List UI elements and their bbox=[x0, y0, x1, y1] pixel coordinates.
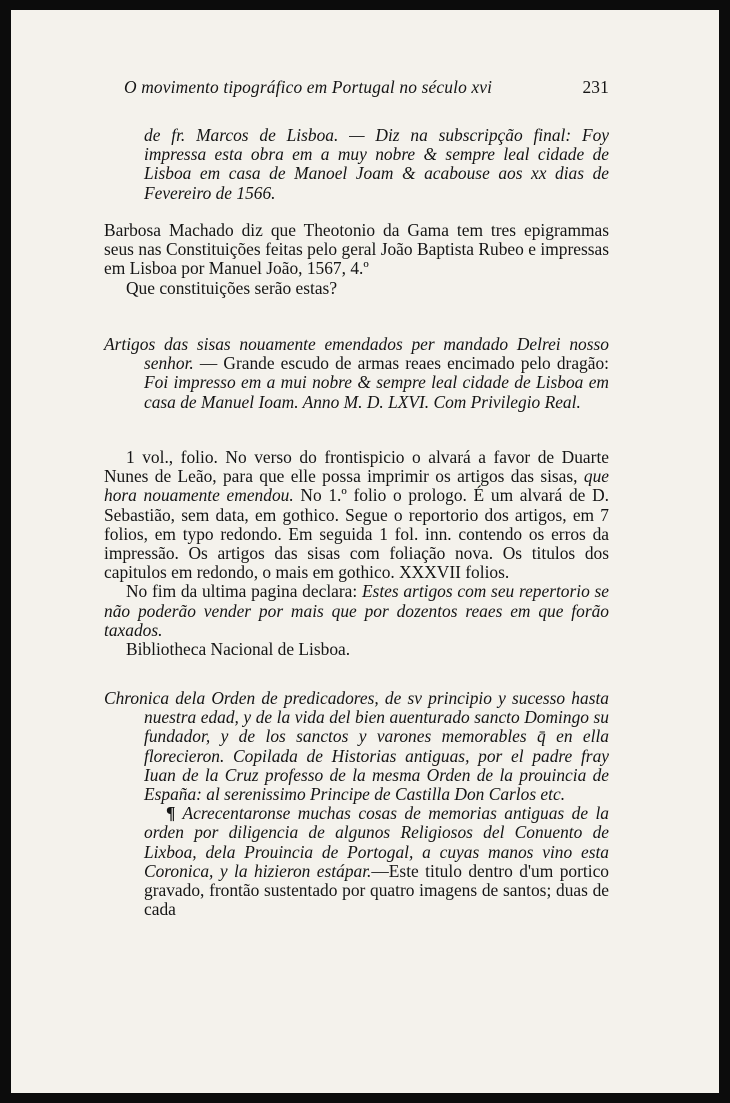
entry-2-last-page-quote: Estes artigos com seu repertorio se não poderão vender por mais que por dozentos reaes em que forão taxados. bbox=[104, 581, 609, 640]
entry-3 bbox=[104, 689, 609, 919]
entry-2-last-page-intro: No fim da ultima pagina declara: bbox=[126, 581, 362, 602]
barbosa-question: Que constituições serão estas? bbox=[126, 277, 338, 298]
book-page bbox=[11, 10, 719, 1093]
entry-2-desc-italic: que hora nouamente emendou. bbox=[104, 466, 609, 506]
entry-2-dash: — Grande escudo de armas reaes encimado pelo dragão: bbox=[193, 353, 609, 374]
entry-2-description bbox=[104, 448, 609, 659]
entry-3-title: Chronica dela Orden de predicadores, de sv principio y sucesso hasta nuestra edad, y de la vida del bien auenturado sancto Domingo su fundador, y de los sanctos y varones memorables q̄ en ella florecieron. Copilada de Historias antiguas, por el padre fray Iuan de la Cruz professo de la mesma Orden de la prouincia de España: al serenissimo Principe de Castilla Don Carlos etc. bbox=[104, 688, 609, 805]
entry-2-colophon: Foi impresso em a mui nobre & sempre leal cidade de Lisboa em casa de Manuel Ioam. Anno M. D. LXVI. Com Privilegio Real. bbox=[144, 372, 609, 412]
entry-2-title: Artigos das sisas nouamente emendados per mandado Delrei nosso senhor. bbox=[104, 334, 609, 374]
running-title: O movimento tipográfico em Portugal no século xvi bbox=[124, 77, 493, 97]
barbosa-text: Barbosa Machado diz que Theotonio da Gama tem tres epigrammas seus nas Constituições feitas pelo geral João Baptista Rubeo e impressas em Lisboa por Manuel João, 1567, 4.º bbox=[104, 220, 609, 279]
entry-2-desc-1: 1 vol., folio. No verso do frontispicio o alvará a favor de Duarte Nunes de Leão, para que elle possa imprimir os artigos das sisas, bbox=[104, 447, 609, 487]
entry-2-desc-2: No 1.º folio o prologo. É um alvará de D. Sebastião, sem data, em gothico. Segue o reportorio dos artigos, em 7 folios, em typo redondo. Em seguida 1 fol. inn. contendo os erros da impressão. Os artigos das sisas com foliação nova. Os titulos dos capitulos em redondo, o mais em gothico. XXXVII folios. bbox=[104, 485, 609, 583]
entry-1-continuation: de fr. Marcos de Lisboa. — Diz na subscripção final: Foy impressa esta obra em a muy nobre & sempre leal cidade de Lisboa em casa de Manoel Joam & acabouse aos xx dias de Fevereiro de 1566. bbox=[144, 125, 609, 203]
paragraph-barbosa bbox=[104, 221, 609, 298]
entry-3-description: —Este titulo dentro d'um portico gravado, frontão sustentado por quatro imagens de santos; duas de cada bbox=[144, 860, 609, 920]
pilcrow-icon: ¶ bbox=[166, 803, 176, 824]
entry-2-heading bbox=[104, 335, 609, 412]
entry-3-subtitle: Acrecentaronse muchas cosas de memorias antiguas de la orden por diligencia de algunos Religiosos del Conuento de Lixboa, dela Prouincia de Portogal, a cuyas manos vino esta Coronica, y la hizieron estápar. bbox=[144, 803, 609, 881]
entry-2-library: Bibliotheca Nacional de Lisboa. bbox=[126, 639, 351, 660]
page-number: 231 bbox=[582, 77, 609, 97]
